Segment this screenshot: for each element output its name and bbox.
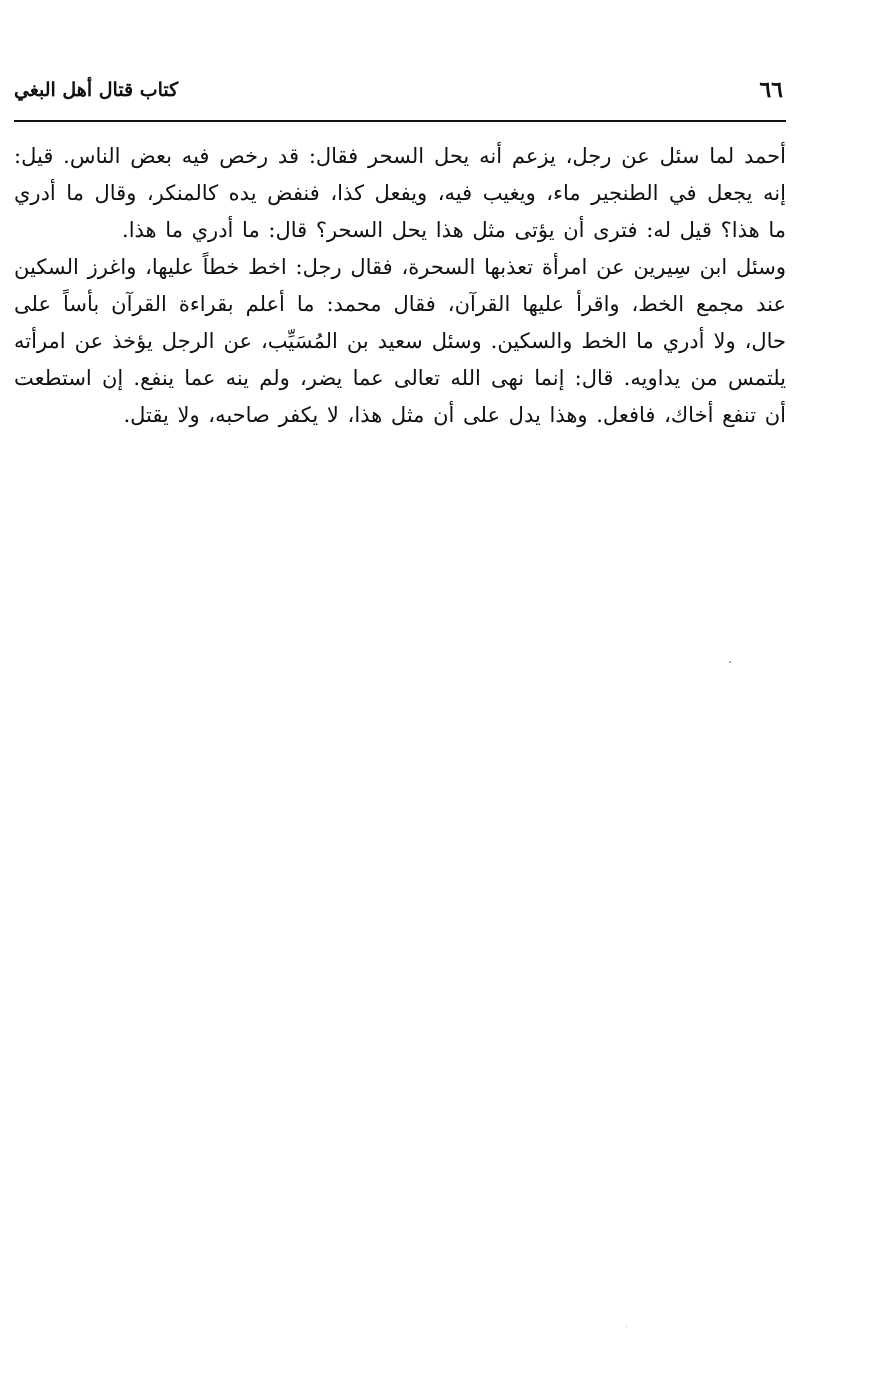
header-divider bbox=[14, 120, 786, 122]
running-title: كتاب قتال أهل البغي bbox=[14, 78, 179, 101]
main-text bbox=[14, 138, 786, 434]
page-number: ٦٦ bbox=[759, 77, 783, 103]
page-header bbox=[14, 70, 783, 110]
scan-speck bbox=[626, 1326, 627, 1327]
paragraph: وسئل ابن سِيرين عن امرأة تعذبها السحرة، فقال رجل: اخط خطاً عليها، واغرز السكين عند مجمع الخط، واقرأ عليها القرآن، فقال محمد: ما أعلم بقراءة القرآن بأساً على حال، ولا أدري ما الخط والسكين. وسئل سعيد بن المُسَيِّب، عن الرجل يؤخذ عن امرأته يلتمس من يداويه. قال: إنما نهى الله تعالى عما يضر، ولم ينه عما ينفع. إن استطعت أن تنفع أخاك، فافعل. وهذا يدل على أن مثل هذا، لا يكفر صاحبه، ولا يقتل. bbox=[14, 255, 786, 427]
paragraph: أحمد لما سئل عن رجل، يزعم أنه يحل السحر فقال: قد رخص فيه بعض الناس. قيل: إنه يجعل في الطنجير ماء، ويغيب فيه، ويفعل كذا، فنفض يده كالمنكر، وقال ما أدري ما هذا؟ قيل له: فترى أن يؤتى مثل هذا يحل السحر؟ قال: ما أدري ما هذا. bbox=[14, 144, 786, 242]
scan-speck bbox=[729, 661, 731, 663]
